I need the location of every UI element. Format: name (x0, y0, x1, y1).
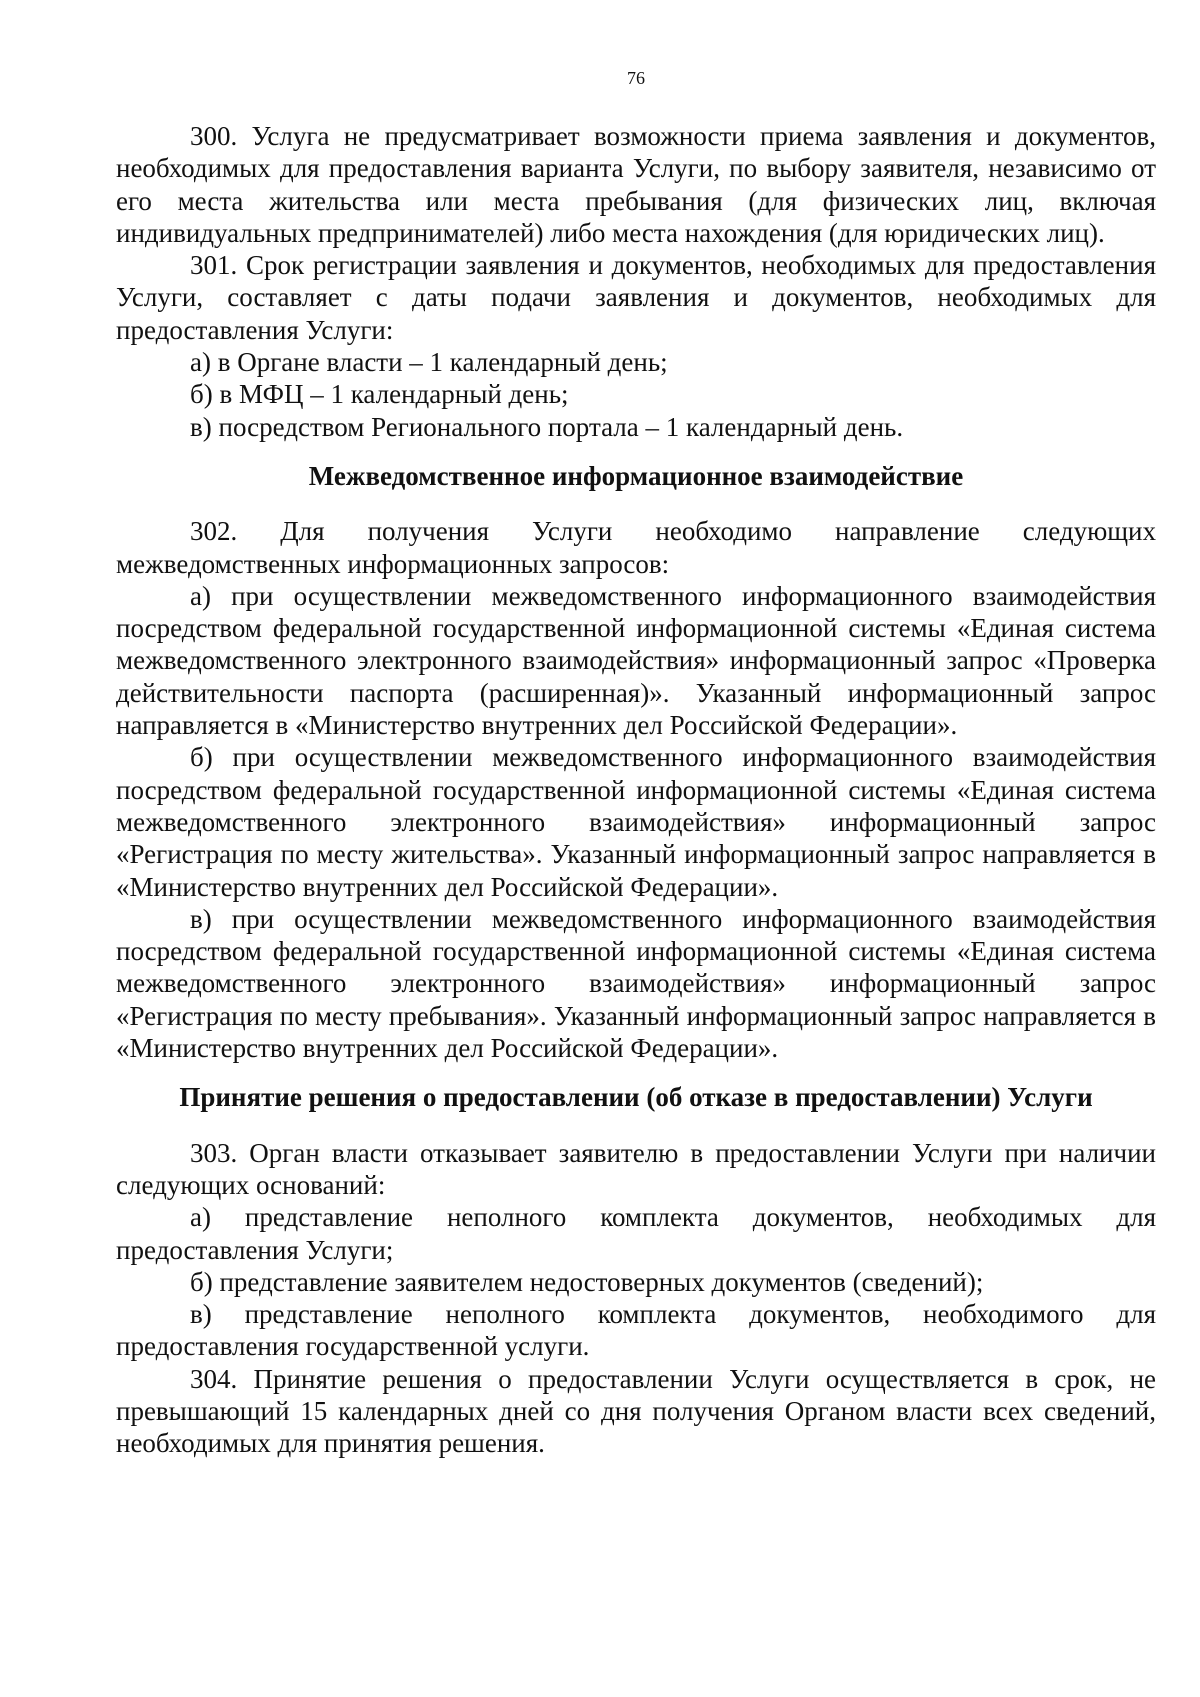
section-heading-decision: Принятие решения о предоставлении (об отказе в предоставлении) Услуги (179, 1082, 1093, 1113)
list-item-303-b: б) представление заявителем недостоверных документов (сведений); (190, 1266, 984, 1297)
page-number: 76 (627, 68, 645, 88)
document-page (116, 66, 1156, 1460)
paragraph-301: 301. Срок регистрации заявления и документов, необходимых для предоставления Услуги, составляет с даты подачи заявления и документов, необходимых для предоставления Услуги: (116, 250, 1156, 345)
list-item-302-b: б) при осуществлении межведомственного информационного взаимодействия посредством федеральной государственной информационной системы «Единая система межведомственного электронного взаимодействия» информационный запрос «Регистрация по месту жительства». Указанный информационный запрос направляется в «Министерство внутренних дел Российской Федерации». (116, 742, 1156, 902)
list-item-303-v: в) представление неполного комплекта документов, необходимого для предоставления государственной услуги. (116, 1299, 1156, 1362)
paragraph-302: 302. Для получения Услуги необходимо направление следующих межведомственных информационных запросов: (116, 516, 1156, 579)
list-item-302-a: а) при осуществлении межведомственного информационного взаимодействия посредством федеральной государственной информационной системы «Единая система межведомственного электронного взаимодействия» информационный запрос «Проверка действительности паспорта (расширенная)». Указанный информационный запрос направляется в «Министерство внутренних дел Российской Федерации». (116, 580, 1156, 741)
paragraph-303: 303. Орган власти отказывает заявителю в предоставлении Услуги при наличии следующих оснований: (116, 1137, 1156, 1200)
list-item-302-v: в) при осуществлении межведомственного информационного взаимодействия посредством федеральной государственной информационной системы «Единая система межведомственного электронного взаимодействия» информационный запрос «Регистрация по месту пребывания». Указанный информационный запрос направляется в «Министерство внутренних дел Российской Федерации». (116, 903, 1156, 1064)
paragraph-304: 304. Принятие решения о предоставлении Услуги осуществляется в срок, не превышающий 15 календарных дней со дня получения Органом власти всех сведений, необходимых для принятия решения. (116, 1363, 1156, 1459)
paragraph-300: 300. Услуга не предусматривает возможности приема заявления и документов, необходимых для предоставления варианта Услуги, по выбору заявителя, независимо от его места жительства или места пребывания (для физических лиц, включая индивидуальных предпринимателей) либо места нахождения (для юридических лиц). (116, 121, 1156, 248)
list-item-301-v: в) посредством Регионального портала – 1 календарный день. (190, 411, 904, 442)
list-item-301-a: а) в Органе власти – 1 календарный день; (190, 347, 668, 378)
section-heading-interagency: Межведомственное информационное взаимодействие (308, 460, 964, 491)
list-item-301-b: б) в МФЦ – 1 календарный день; (190, 379, 569, 410)
list-item-303-a: а) представление неполного комплекта документов, необходимых для предоставления Услуги; (116, 1202, 1156, 1265)
